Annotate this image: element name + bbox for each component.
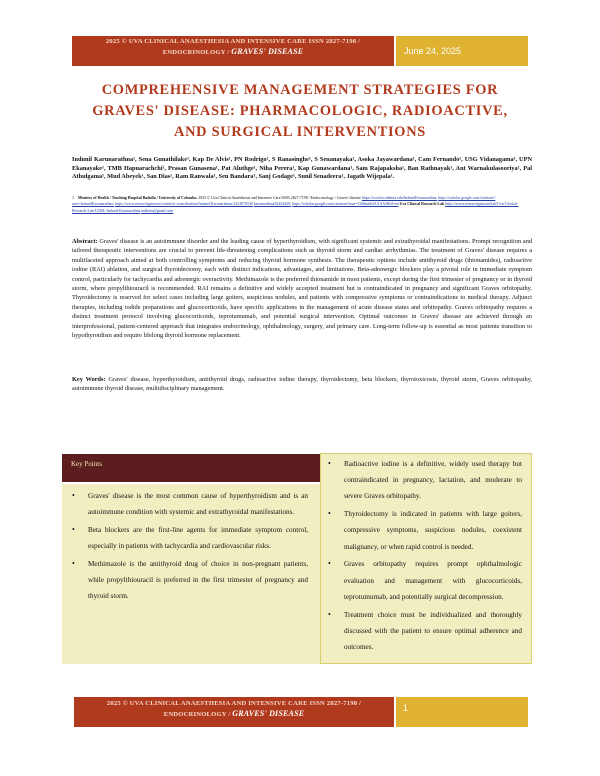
profile-id-link[interactable]: karunarathna/Ik4ZbZi8,: [253, 202, 292, 207]
journal-footer-line2: [76, 709, 392, 720]
list-item: [324, 607, 522, 656]
abstract-text: Graves' disease is an autoimmune disorder and the leading cause of hyperthyroidism, with significant systemic and extrathyroidal manifestations. Prompt recognition and tailored therapeutic interventions are crucial to prevent life-threatening complications such as thyroid storm and cardiac arrhythmias. The treatment of Graves' disease requires a multifaceted approach aimed at both controlling symptoms and reducing thyroid hormone synthesis. The therapeutic options include antithyroid drugs (thionamides), radioactive iodine (RAI) ablation, and surgical thyroidectomy, each with distinct indications, advantages, and limitations. Beta-adrenergic blockers play a pivotal role in immediate symptom control, particularly for tachycardia and adrenergic overactivity. Methimazole is the preferred thionamide in most patients, except during the first trimester of pregnancy or in thyroid storm, where propylthiouracil is recommended. RAI remains a definitive and widely accepted treatment but is contraindicated in pregnancy and significant Graves orbitopathy. Thyroidectomy is reserved for select cases including large goiters, suspicious nodules, and patients with compressive symptoms or contraindications to medical therapy. Adjunct therapies, including iodide preparations and glucocorticoids, have specific applications in the management of acute disease states and orbitopathy. Graves orbitopathy requires a distinct treatment protocol involving glucocorticoids, teprotumumab, and potential surgical intervention. Optimal outcomes in Graves' disease are achieved through an interprofessional, patient-centered approach that integrates endocrinology, ophthalmology, surgery, and primary care. Long-term follow-up is essential as most patients transition to hypothyroidism and require lifelong thyroid hormone replacement.: [72, 238, 533, 340]
academia-link[interactable]: https://orcid.academia.edu/IndunilKarunarathna,: [361, 196, 438, 200]
paper-title-line2: GRAVES' DISEASE: PHARMACOLOGIC, RADIOACTIVE,: [92, 103, 508, 119]
key-points-list-left: [68, 488, 308, 606]
abstract-label: Abstract:: [72, 238, 98, 245]
affiliation-block: [72, 195, 532, 214]
list-item: [68, 522, 308, 554]
researchgate-contributions-link[interactable]: https://www.researchgate.net/scientific-contributions/Indunil-Karunarathna-2254876540: [115, 202, 253, 207]
list-item-text: Methimazole is the antithyroid drug of choice in non-pregnant patients, while propylthiouracil is preferred in the first trimester of pregnancy and thyroid storm.: [88, 560, 308, 601]
journal-topic: GRAVES' DISEASE: [231, 47, 304, 56]
affiliation-institution: Ministry of Health / Teaching Hospital Badulla / University of Colombo.: [77, 196, 198, 200]
list-item-text: Treatment choice must be individualized and thoroughly discussed with the patient to ensure optimal adherence and outcomes.: [344, 610, 522, 652]
list-item-text: Graves' disease is the most common cause of hyperthyroidism and is an autoimmune condition with systemic and extrathyroidal manifestations.: [88, 492, 308, 517]
lab-name: Uva Clinical Research Lab: [399, 202, 445, 207]
bullet-icon: •: [72, 559, 75, 568]
list-item: [324, 456, 522, 505]
bullet-icon: •: [328, 559, 331, 569]
scholar-citations-link[interactable]: https://scholar.google.com/citations?user=CkRmnk4AAAAJ&hl=en: [292, 202, 399, 207]
paper-title-line3: AND SURGICAL INTERVENTIONS: [174, 124, 426, 140]
list-item: [68, 488, 308, 520]
researchgate-lab-link[interactable]: https://www.researchgate.net/lab/Uva-Clinical-Research-Lab-UCRL-Indunil-Karunarathna: [72, 202, 519, 213]
key-points-header: [62, 454, 321, 484]
list-item-text: Radioactive iodine is a definitive, widely used therapy but contraindicated in pregnancy, lactation, and moderate to severe Graves orbitopathy.: [344, 460, 522, 501]
list-item: [324, 556, 522, 605]
keywords: [72, 375, 532, 394]
list-item: [324, 506, 522, 555]
author-list: Indunil Karunarathna¹, Sena Gunathilake¹, Kap De Alvis¹, PN Rodrigo¹, S Ranasinghe¹, S Senanayaka¹, Asoka Jayawardana¹, Cam Fernando¹, USG Vidanagama¹, UPN Ekanayake¹, TMB Hapuarachchi¹, Prasan Gunasena¹, Pat Aluthge¹, Niha Perera¹, Kap Gunawardana¹, Sam Rajapaksha¹, Ban Rathnayak¹, Ant Warnakulasooriya¹, Pal Athulgama¹, Mud Abeyek¹, San Dias¹, Ram Ranwala¹, Sen Bandara¹, Sanj Godage¹, Sunil Senadeera¹, Jagath Wijepala¹.: [72, 156, 532, 180]
journal-footer-line1: 2025 © UVA CLINICAL ANAESTHESIA AND INTENSIVE CARE ISSN 2827-7198 /: [106, 700, 362, 707]
abstract: [72, 237, 532, 340]
journal-header: [76, 37, 390, 58]
keywords-label: Key Words:: [72, 376, 106, 383]
journal-footer: [76, 699, 392, 720]
list-item-text: Graves orbitopathy requires prompt ophthalmologic evaluation and management with glucocorticoids, teprotumumab, and potentially surgical decompression.: [344, 560, 522, 601]
email-link[interactable]: indkaru@gmail.com: [141, 208, 174, 213]
list-item: [68, 556, 308, 605]
bullet-icon: •: [328, 509, 331, 519]
publication-date: June 24, 2025: [396, 36, 528, 66]
journal-footer-section: ENDOCRINOLOGY /: [163, 711, 233, 718]
paper-title-line1: COMPREHENSIVE MANAGEMENT STRATEGIES FOR: [101, 82, 499, 98]
journal-footer-topic: GRAVES' DISEASE: [232, 709, 305, 718]
journal-header-line1: 2025 © UVA CLINICAL ANAESTHESIA AND INTENSIVE CARE ISSN 2827-7198 /: [105, 38, 361, 45]
paper-title: [64, 80, 536, 143]
page-number: 1: [396, 697, 528, 727]
bullet-icon: •: [72, 491, 75, 500]
key-points-heading: Key Points: [71, 460, 102, 468]
affiliation-number: 1.: [72, 196, 75, 200]
keywords-text: Graves' disease, hyperthyroidism, antithyroid drugs, radioactive iodine therapy, thyroidectomy, beta blockers, thyrotoxicosis, thyroid storm, Graves orbitopathy, autoimmune thyroid disease, multidisciplinary management.: [72, 376, 533, 393]
list-item-text: Beta blockers are the first-line agents for immediate symptom control, especially in patients with tachycardia and cardiovascular risks.: [88, 526, 308, 551]
scholar-link[interactable]: https://scholar.google.com/citations?user=IndunilKarunarathne,: [72, 196, 496, 207]
bullet-icon: •: [328, 609, 331, 619]
key-points-list-right: [324, 456, 522, 657]
journal-header-line2: [76, 47, 390, 58]
list-item-text: Thyroidectomy is indicated in patients with large goiters, compressive symptoms, suspicious nodules, coexistent malignancy, or when rapid control is needed.: [344, 510, 522, 551]
bullet-icon: •: [72, 525, 75, 534]
journal-section: ENDOCRINOLOGY /: [162, 49, 232, 56]
bullet-icon: •: [328, 459, 331, 468]
affiliation-journal: 2025 © Uva Clinical Anaesthesia and Intensive Care ISSN 2827-7198 / Endocrinology / Graves' disease: [198, 196, 361, 200]
